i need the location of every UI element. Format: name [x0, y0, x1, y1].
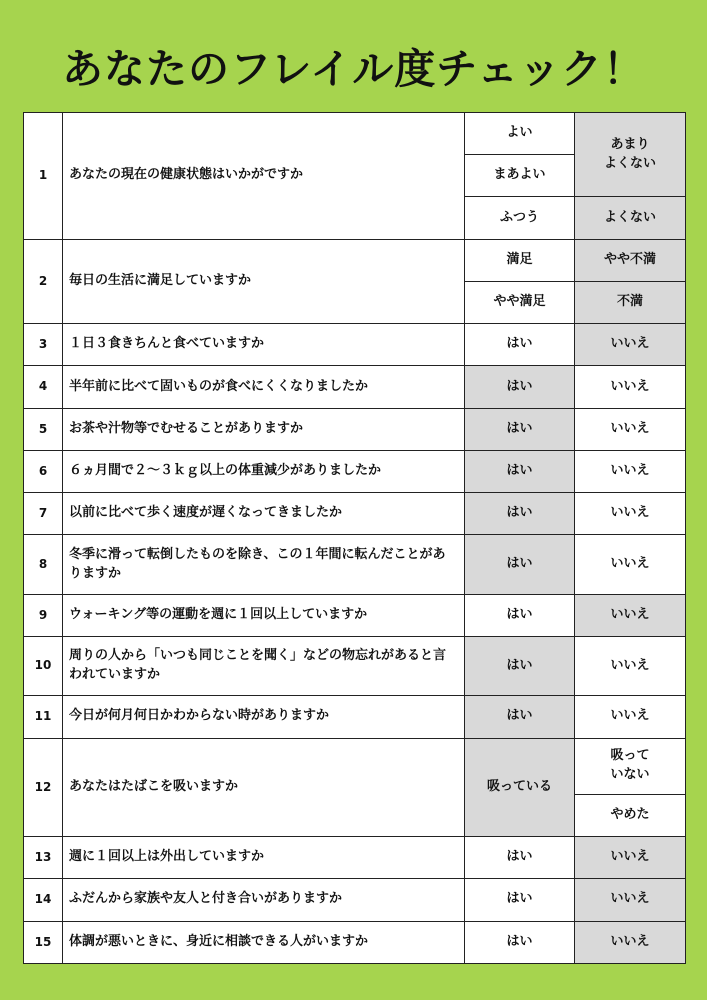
table-row	[24, 366, 686, 408]
question-text: あなたはたばこを吸いますか	[63, 738, 465, 837]
question-text: 今日が何月何日かわからない時がありますか	[63, 696, 465, 738]
answer-no[interactable]: いいえ	[575, 837, 686, 879]
answer-no[interactable]: いいえ	[575, 324, 686, 366]
question-text: ６ヵ月間で２～３ｋｇ以上の体重減少がありましたか	[63, 450, 465, 492]
question-number: 10	[24, 636, 63, 695]
question-number: 12	[24, 738, 63, 837]
checklist-sheet	[23, 112, 685, 964]
answer-yes[interactable]: はい	[465, 535, 575, 594]
table-row	[24, 837, 686, 879]
table-row	[24, 493, 686, 535]
table-row	[24, 636, 686, 695]
answer-no[interactable]: いいえ	[575, 408, 686, 450]
question-text: 体調が悪いときに、身近に相談できる人がいますか	[63, 921, 465, 963]
checklist-table	[23, 112, 686, 964]
answer-no[interactable]: いいえ	[575, 921, 686, 963]
question-number: 5	[24, 408, 63, 450]
question-number: 15	[24, 921, 63, 963]
answer-option[interactable]: あまり よくない	[575, 113, 686, 197]
question-text: 冬季に滑って転倒したものを除き、この１年間に転んだことがありますか	[63, 535, 465, 594]
page-title: あなたのフレイル度チェック！	[61, 45, 646, 93]
question-text: １日３食きちんと食べていますか	[63, 324, 465, 366]
answer-no[interactable]: いいえ	[575, 366, 686, 408]
question-number: 7	[24, 493, 63, 535]
answer-yes[interactable]: はい	[465, 696, 575, 738]
table-row	[24, 921, 686, 963]
answer-yes[interactable]: はい	[465, 408, 575, 450]
table-row	[24, 696, 686, 738]
table-row	[24, 324, 686, 366]
answer-no[interactable]: いいえ	[575, 696, 686, 738]
table-row	[24, 450, 686, 492]
answer-yes[interactable]: はい	[465, 837, 575, 879]
question-text: 周りの人から「いつも同じことを聞く」などの物忘れがあると言われていますか	[63, 636, 465, 695]
question-number: 9	[24, 594, 63, 636]
answer-option[interactable]: 満足	[465, 239, 575, 281]
answer-no[interactable]: いいえ	[575, 535, 686, 594]
table-row	[24, 535, 686, 594]
answer-no[interactable]: いいえ	[575, 879, 686, 921]
answer-yes[interactable]: はい	[465, 879, 575, 921]
question-text: 以前に比べて歩く速度が遅くなってきましたか	[63, 493, 465, 535]
question-text: ウォーキング等の運動を週に１回以上していますか	[63, 594, 465, 636]
answer-no[interactable]: いいえ	[575, 493, 686, 535]
answer-no[interactable]: いいえ	[575, 450, 686, 492]
answer-option[interactable]: やや満足	[465, 281, 575, 323]
question-number: 1	[24, 113, 63, 240]
question-text: 週に１回以上は外出していますか	[63, 837, 465, 879]
question-text: ふだんから家族や友人と付き合いがありますか	[63, 879, 465, 921]
answer-no[interactable]: いいえ	[575, 594, 686, 636]
question-number: 14	[24, 879, 63, 921]
answer-yes[interactable]: はい	[465, 493, 575, 535]
answer-option[interactable]: ふつう	[465, 197, 575, 239]
table-row	[24, 113, 686, 155]
answer-option[interactable]: やや不満	[575, 239, 686, 281]
question-text: 毎日の生活に満足していますか	[63, 239, 465, 323]
question-text: あなたの現在の健康状態はいかがですか	[63, 113, 465, 240]
question-text: 半年前に比べて固いものが食べにくくなりましたか	[63, 366, 465, 408]
answer-option[interactable]: 不満	[575, 281, 686, 323]
answer-yes[interactable]: はい	[465, 366, 575, 408]
answer-option[interactable]: 吸っている	[465, 738, 575, 837]
answer-option[interactable]: まあよい	[465, 155, 575, 197]
question-number: 6	[24, 450, 63, 492]
table-row	[24, 879, 686, 921]
table-row	[24, 239, 686, 281]
table-row	[24, 594, 686, 636]
answer-option[interactable]: やめた	[575, 794, 686, 836]
question-number: 11	[24, 696, 63, 738]
answer-yes[interactable]: はい	[465, 921, 575, 963]
answer-yes[interactable]: はい	[465, 594, 575, 636]
checklist-body	[24, 113, 686, 964]
question-text: お茶や汁物等でむせることがありますか	[63, 408, 465, 450]
answer-yes[interactable]: はい	[465, 636, 575, 695]
question-number: 3	[24, 324, 63, 366]
answer-option[interactable]: よくない	[575, 197, 686, 239]
question-number: 8	[24, 535, 63, 594]
table-row	[24, 408, 686, 450]
answer-yes[interactable]: はい	[465, 324, 575, 366]
answer-option[interactable]: よい	[465, 113, 575, 155]
answer-yes[interactable]: はい	[465, 450, 575, 492]
question-number: 13	[24, 837, 63, 879]
table-row	[24, 738, 686, 794]
question-number: 4	[24, 366, 63, 408]
answer-no[interactable]: いいえ	[575, 636, 686, 695]
question-number: 2	[24, 239, 63, 323]
answer-option[interactable]: 吸って いない	[575, 738, 686, 794]
